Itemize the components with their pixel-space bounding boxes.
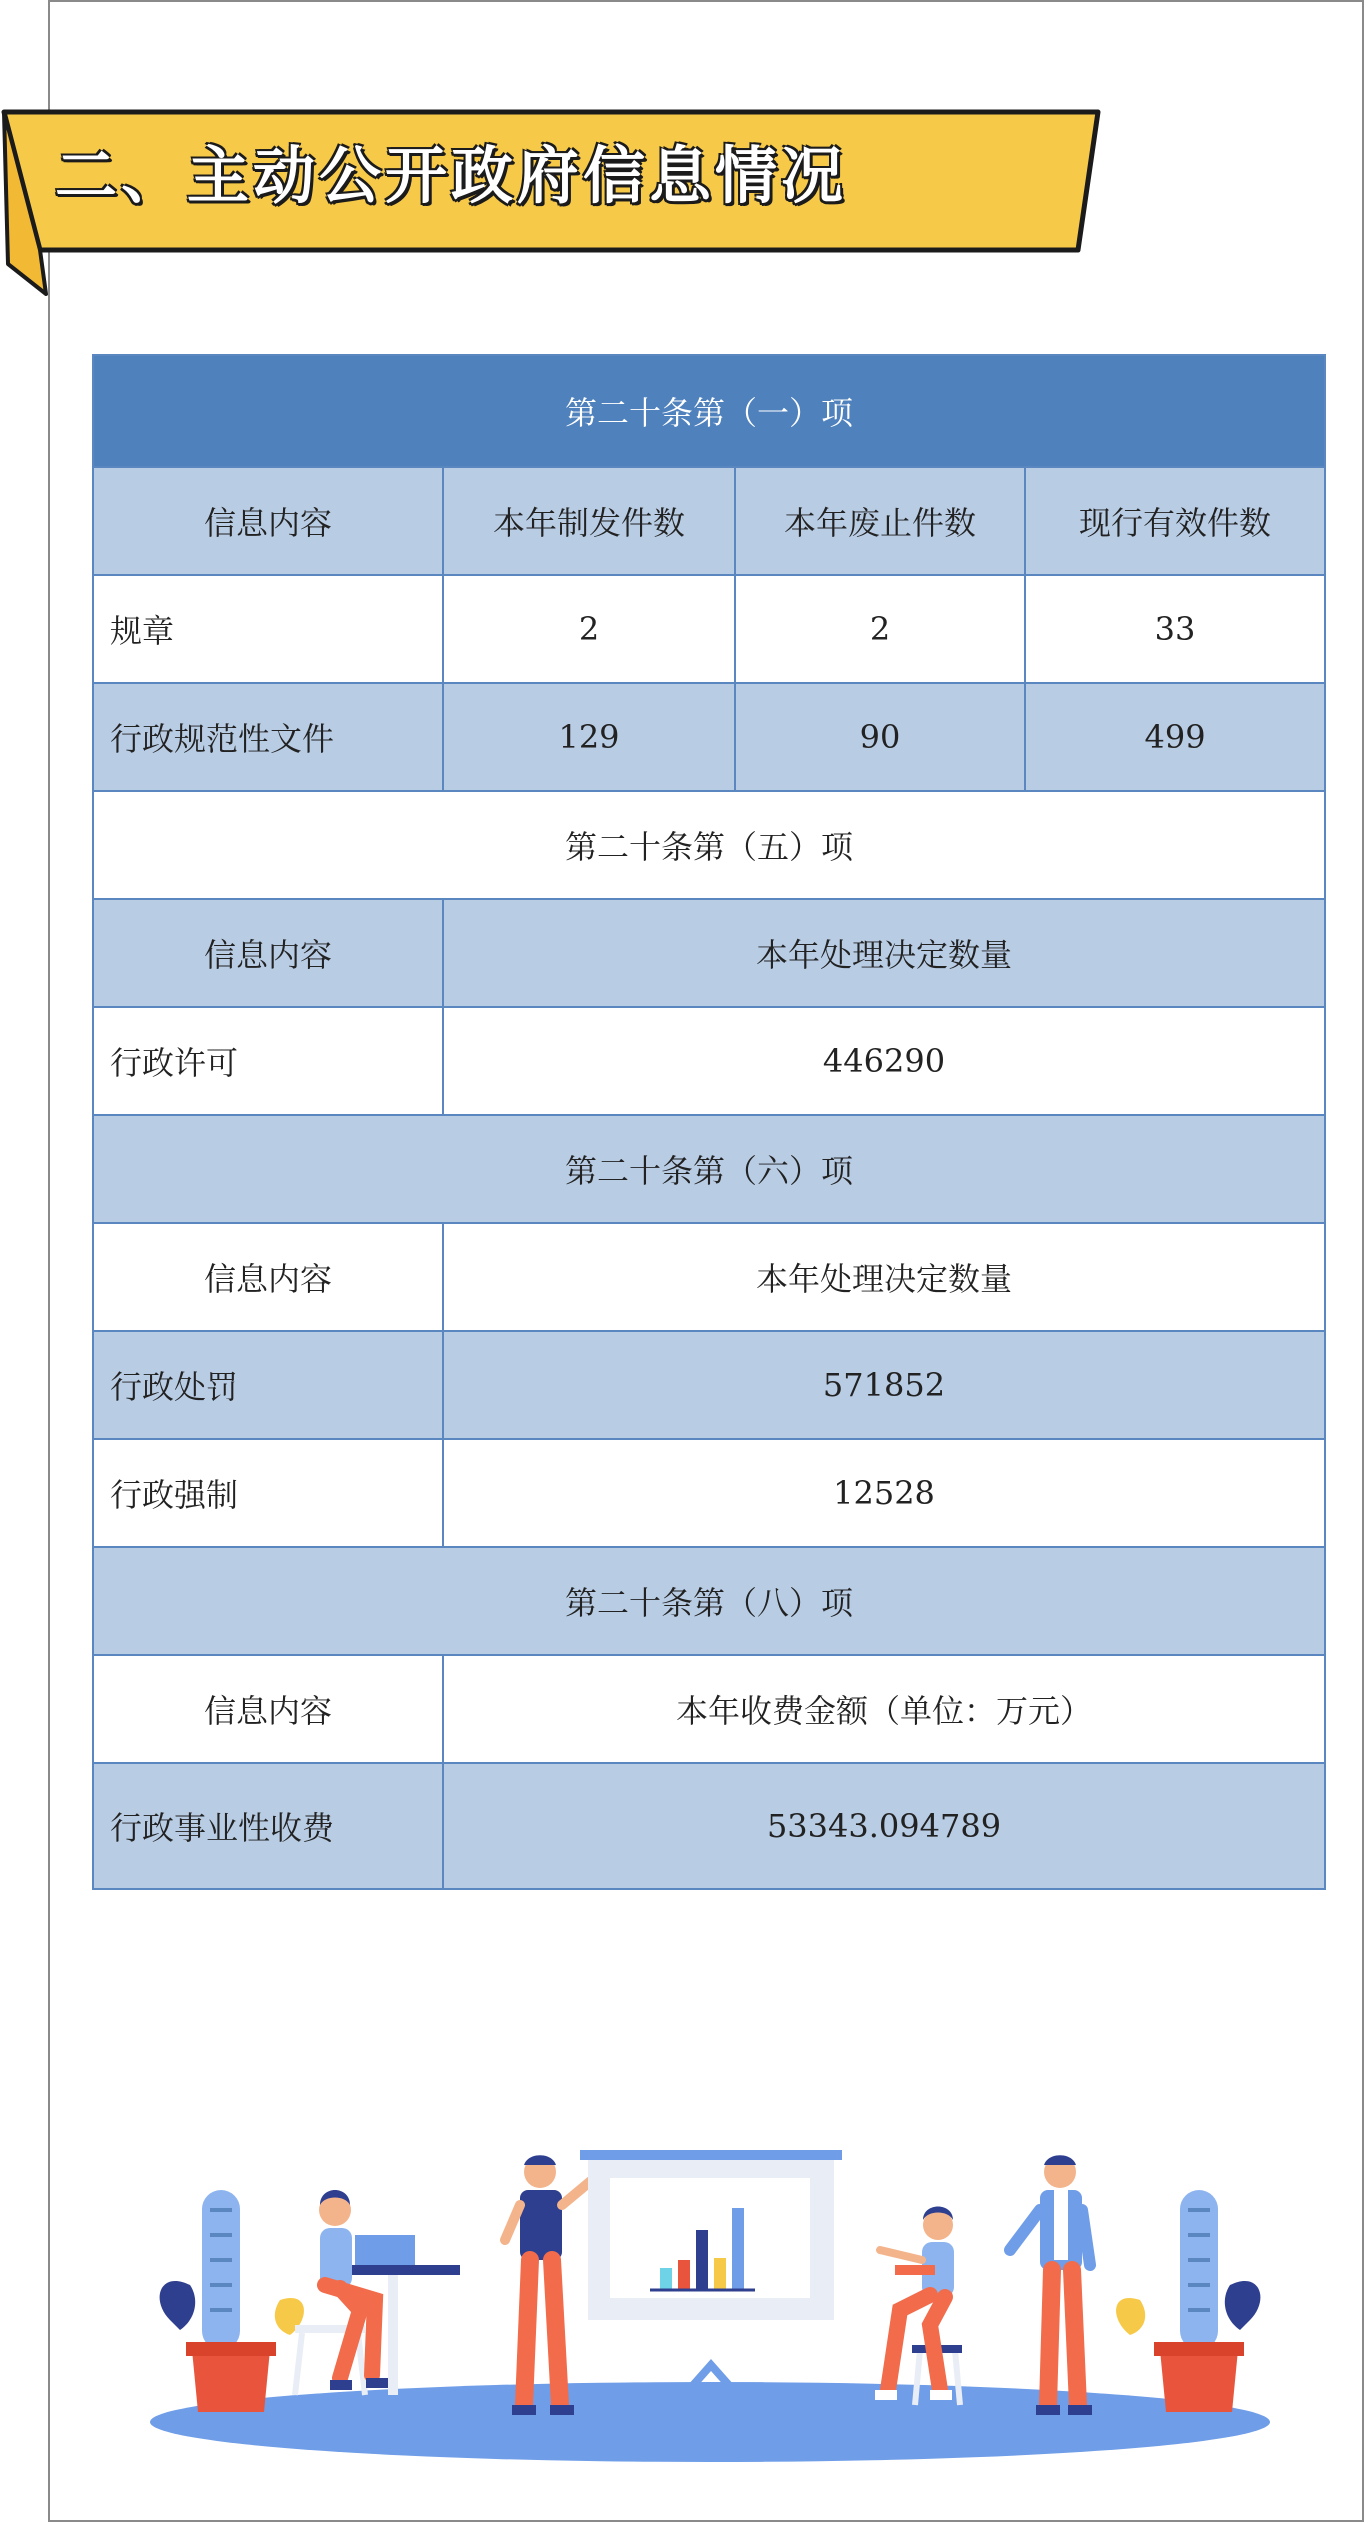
person-standing-icon	[1010, 2155, 1092, 2415]
decision-count: 571852	[443, 1331, 1325, 1439]
article-5-title: 第二十条第（五）项	[93, 791, 1325, 899]
decision-count: 12528	[443, 1439, 1325, 1547]
effective-count: 33	[1025, 575, 1325, 683]
cactus-plant-icon	[160, 2190, 304, 2412]
table-row	[93, 1007, 1325, 1115]
issued-count: 2	[443, 575, 735, 683]
article-5-title-row	[93, 791, 1325, 899]
column-header-info: 信息内容	[93, 1223, 443, 1331]
column-header-decisions: 本年处理决定数量	[443, 899, 1325, 1007]
column-header-issued: 本年制发件数	[443, 467, 735, 575]
table-row	[93, 575, 1325, 683]
row-label: 行政规范性文件	[93, 683, 443, 791]
article-6-header-row	[93, 1223, 1325, 1331]
column-header-abolished: 本年废止件数	[735, 467, 1025, 575]
person-laptop-icon	[295, 2190, 460, 2395]
row-label: 行政强制	[93, 1439, 443, 1547]
chart-board-icon	[580, 2150, 842, 2400]
table-row	[93, 1763, 1325, 1889]
disclosure-table	[92, 354, 1326, 1890]
person-presenter-icon	[505, 2155, 592, 2415]
row-label: 行政许可	[93, 1007, 443, 1115]
article-6-title: 第二十条第（六）项	[93, 1115, 1325, 1223]
abolished-count: 90	[735, 683, 1025, 791]
decision-count: 446290	[443, 1007, 1325, 1115]
article-8-title-row	[93, 1547, 1325, 1655]
cactus-plant-icon	[1116, 2190, 1260, 2412]
abolished-count: 2	[735, 575, 1025, 683]
row-label: 规章	[93, 575, 443, 683]
article-6-title-row	[93, 1115, 1325, 1223]
table-row	[93, 1331, 1325, 1439]
floor-ellipse	[150, 2382, 1270, 2462]
effective-count: 499	[1025, 683, 1325, 791]
article-8-title: 第二十条第（八）项	[93, 1547, 1325, 1655]
column-header-effective: 现行有效件数	[1025, 467, 1325, 575]
column-header-fee-amount: 本年收费金额（单位：万元）	[443, 1655, 1325, 1763]
article-1-title-row	[93, 355, 1325, 467]
issued-count: 129	[443, 683, 735, 791]
row-label: 行政事业性收费	[93, 1763, 443, 1889]
article-1-title: 第二十条第（一）项	[93, 355, 1325, 467]
fee-amount: 53343.094789	[443, 1763, 1325, 1889]
table-row	[93, 683, 1325, 791]
column-header-info: 信息内容	[93, 467, 443, 575]
article-8-header-row	[93, 1655, 1325, 1763]
column-header-decisions: 本年处理决定数量	[443, 1223, 1325, 1331]
column-header-info: 信息内容	[93, 899, 443, 1007]
column-header-info: 信息内容	[93, 1655, 443, 1763]
row-label: 行政处罚	[93, 1331, 443, 1439]
person-seated-icon	[875, 2207, 962, 2406]
article-1-header-row	[93, 467, 1325, 575]
article-5-header-row	[93, 899, 1325, 1007]
teamwork-illustration	[140, 2150, 1280, 2470]
table-row	[93, 1439, 1325, 1547]
section-title: 二、主动公开政府信息情况	[55, 139, 848, 212]
